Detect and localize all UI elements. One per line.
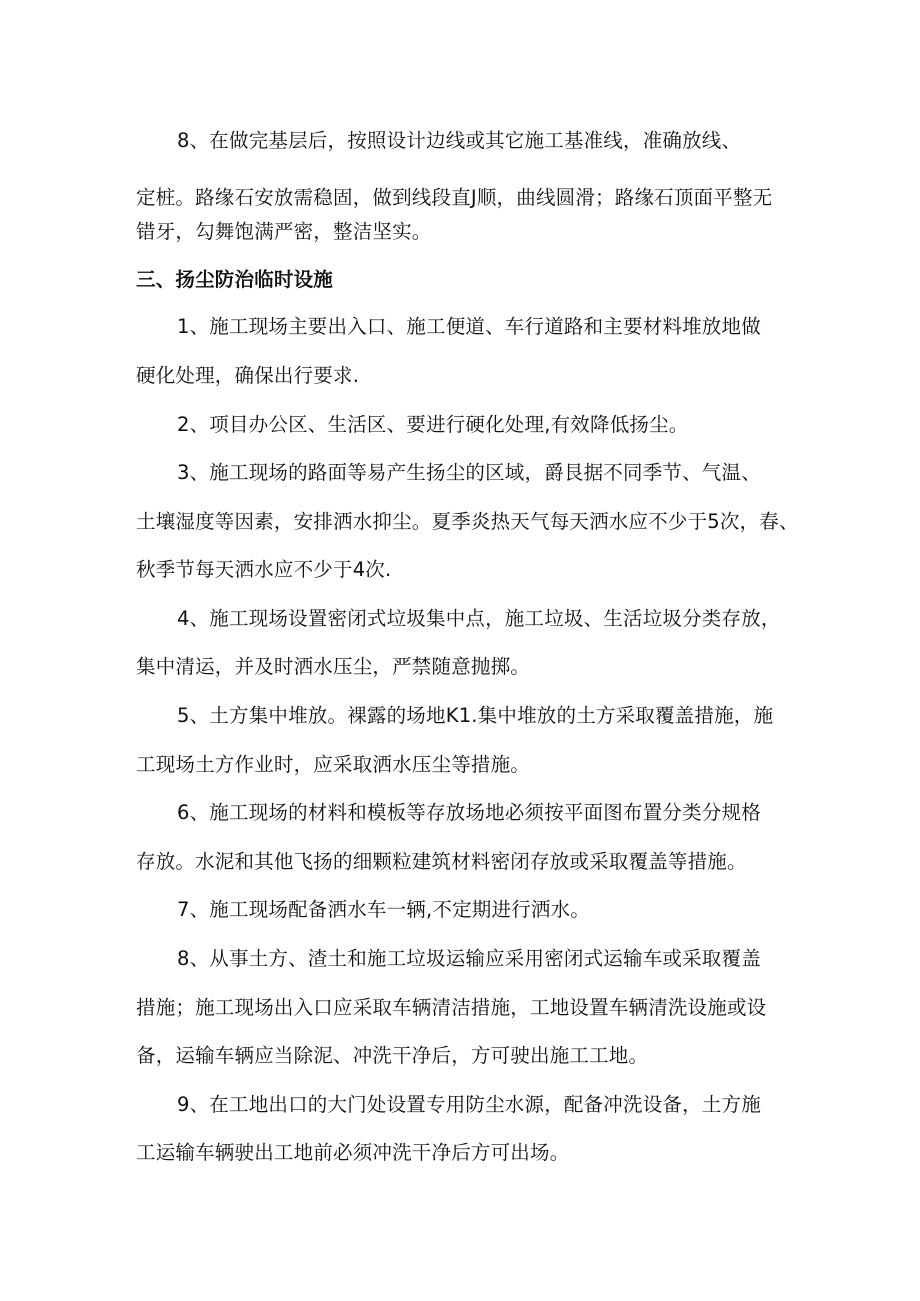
item-5-line-1: 5、土方集中堆放。裸露的场地K1.集中堆放的土方采取覆盖措施，施 (177, 704, 774, 727)
item-8-line-3: 备，运输车辆应当除泥、冲洗干净后，方可驶出施工工地。 (136, 1044, 649, 1067)
item-6-line-2: 存放。水泥和其他飞扬的细颗粒建筑材料密闭存放或采取覆盖等措施。 (136, 850, 747, 873)
item-4-line-1: 4、施工现场设置密闭式垃圾集中点，施工垃圾、生活垃圾分类存放， (177, 607, 781, 630)
item-8-line-2: 措施；施工现场出入口应采取车辆清洁措施，工地设置车辆清洗设施或设 (136, 996, 767, 1019)
item-1-line-1: 1、施工现场主要出入口、施工便道、车行道路和主要材料堆放地做 (177, 315, 761, 338)
item-1-line-2: 硬化处理，确保出行要求. (136, 364, 360, 387)
item-9-line-1: 9、在工地出口的大门处设置专用防尘水源，配备冲洗设备，土方施 (177, 1093, 761, 1116)
item-3-line-1: 3、施工现场的路面等易产生扬尘的区域，爵艮据不同季节、气温、 (177, 461, 761, 484)
item-6-line-1: 6、施工现场的材料和模板等存放场地必须按平面图布置分类分规格 (177, 801, 761, 824)
paragraph-8-line-3: 错牙，勾舞饱满严密，整洁坚实。 (136, 220, 432, 243)
item-4-line-2: 集中清运，并及时洒水压尘，严禁随意抛掷。 (136, 655, 531, 678)
item-2-line-1: 2、项目办公区、生活区、要进行硬化处理,有效降低扬尘。 (177, 413, 689, 436)
paragraph-8-line-2: 定桩。路缘石安放需稳固，做到线段直J顺，曲线圆滑；路缘石顶面平整无 (136, 186, 773, 209)
section-heading-dust-control: 三、扬尘防治临时设施 (136, 268, 334, 291)
item-7-line-1: 7、施工现场配备洒水车一辆,不定期进行洒水。 (177, 898, 591, 921)
item-3-line-3: 秋季节每天洒水应不少于4次. (136, 558, 392, 581)
item-8-line-1: 8、从事土方、渣土和施工垃圾运输应采用密闭式运输车或采取覆盖 (177, 947, 761, 970)
paragraph-8-line-1: 8、在做完基层后，按照设计边线或其它施工基准线，准确放线、 (177, 129, 742, 152)
item-3-line-2: 土壤湿度等因素，安排洒水抑尘。夏季炎热天气每天洒水应不少于5次，春、 (136, 510, 799, 533)
item-5-line-2: 工现场土方作业时，应采取洒水压尘等措施。 (136, 753, 531, 776)
item-9-line-2: 工运输车辆驶出工地前必须冲洗干净后方可出场。 (136, 1141, 570, 1164)
